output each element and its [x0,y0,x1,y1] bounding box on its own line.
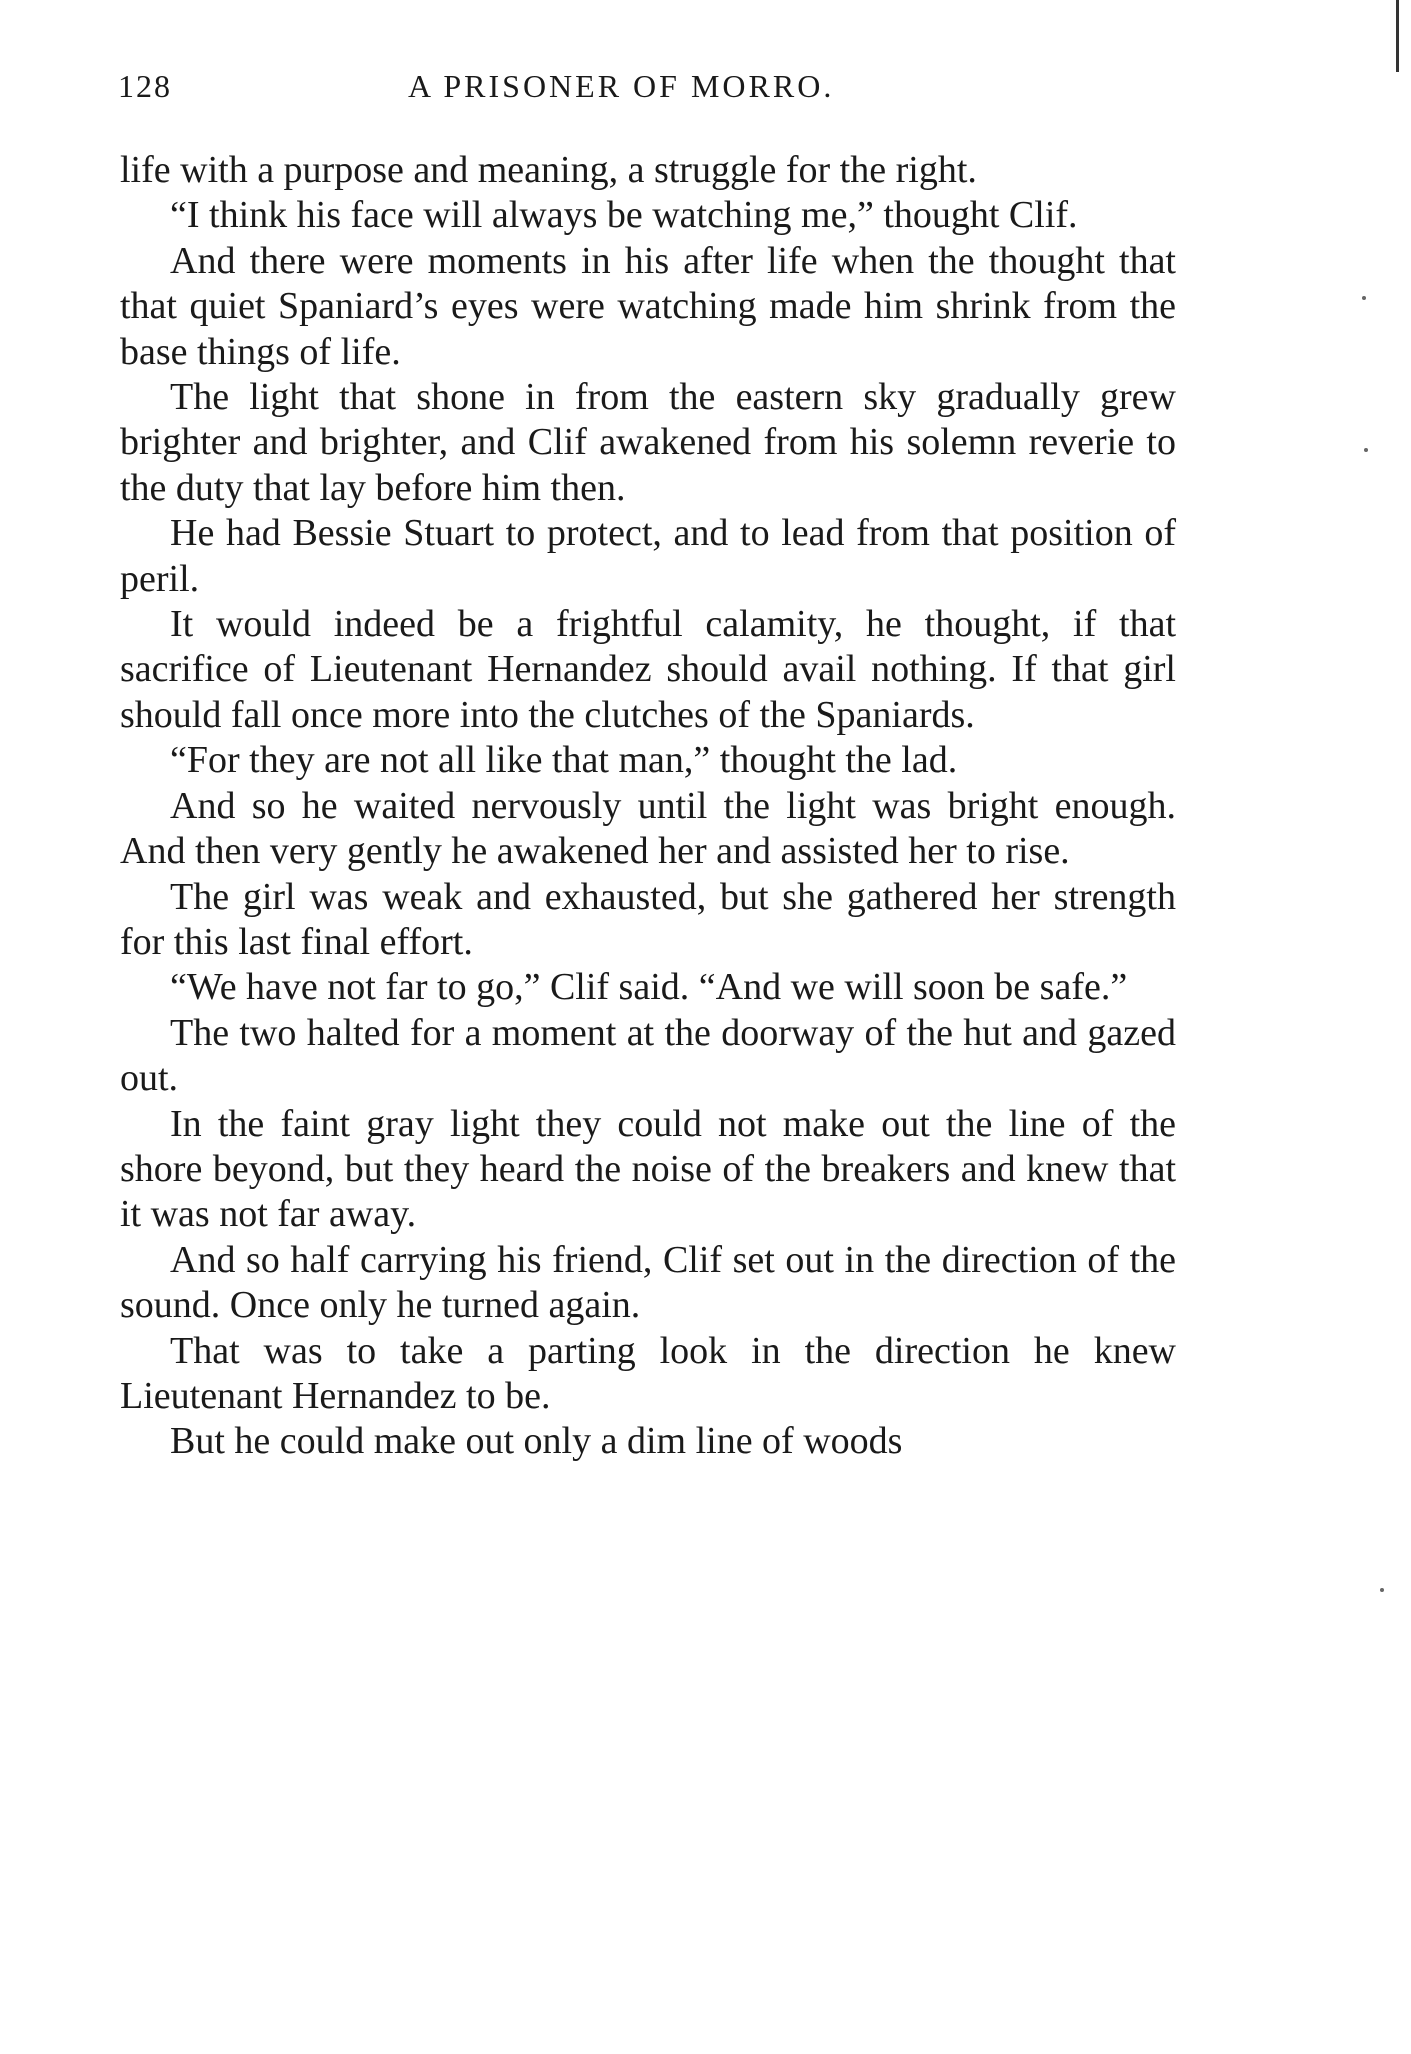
paper-speck [1364,448,1368,452]
paragraph: And there were moments in his after life when the thought that that quiet Spaniard’s eyes were watching made him shrink from the base things of life. [120,239,1176,373]
page-number: 128 [118,68,172,104]
paragraph: He had Bessie Stuart to protect, and to lead from that position of peril. [120,512,1176,600]
paper-speck [1362,296,1366,300]
paragraph: And so half carrying his friend, Clif set out in the direction of the sound. Once only he turned again. [120,1238,1176,1327]
paragraph: “I think his face will always be watching me,” thought Clif. [170,194,1078,237]
paragraph: And so he waited nervously until the light was bright enough. And then very gently he awakened her and assisted her to rise. [120,784,1176,873]
body-text [120,148,1176,1465]
paragraph: The two halted for a moment at the doorway of the hut and gazed out. [120,1011,1176,1100]
paragraph: The girl was weak and exhausted, but she gathered her strength for this last final effort. [120,875,1176,963]
paragraph: life with a purpose and meaning, a struggle for the right. [120,149,977,191]
paragraph: “We have not far to go,” Clif said. “And we will soon be safe.” [170,966,1128,1009]
paragraph: In the faint gray light they could not make out the line of the shore beyond, but they heard the noise of the breakers and knew that it was not far away. [120,1102,1176,1236]
paragraph: It would indeed be a frightful calamity, he thought, if that sacrifice of Lieutenant Hernandez should avail nothing. If that girl should fall once more into the clutches of the Spaniards. [120,603,1176,736]
paragraph: The light that shone in from the eastern sky gradually grew brighter and brighter, and Clif awakened from his solemn reverie to the duty that lay before him then. [120,376,1176,509]
paragraph: That was to take a parting look in the direction he knew Lieutenant Hernandez to be. [120,1329,1176,1417]
running-title: A PRISONER OF MORRO. [408,68,835,104]
paper-speck [1380,1588,1384,1592]
paragraph: But he could make out only a dim line of woods [170,1420,903,1463]
running-head [118,68,1178,118]
paragraph: “For they are not all like that man,” thought the lad. [170,739,958,782]
margin-mark [1396,0,1399,72]
